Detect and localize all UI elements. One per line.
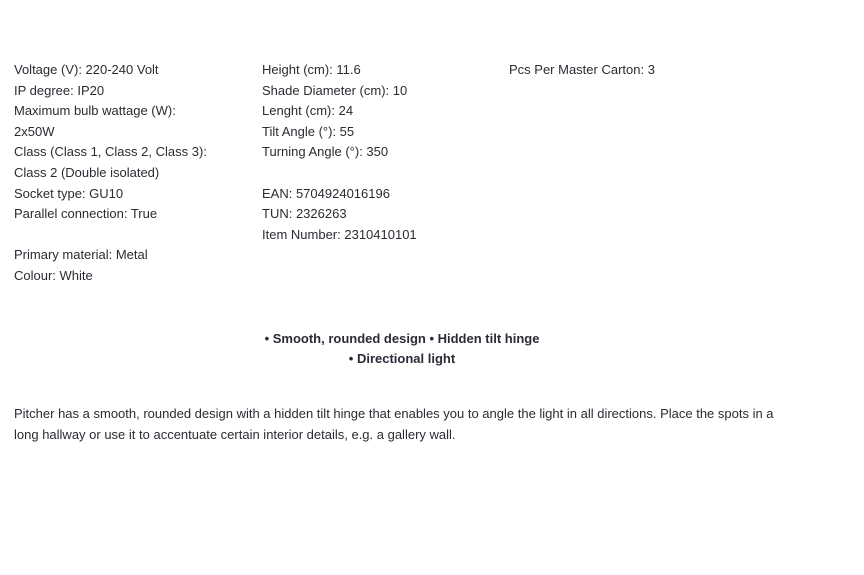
specs-column-dimensions (262, 60, 497, 245)
spec-ip-degree: IP degree: IP20 (14, 82, 105, 98)
spec-max-bulb-wattage-label: Maximum bulb wattage (W): (14, 103, 176, 119)
spacer (14, 225, 249, 246)
spec-colour: Colour: White (14, 267, 93, 283)
spec-class-value: Class 2 (Double isolated) (14, 164, 160, 180)
spec-shade-diameter: Shade Diameter (cm): 10 (262, 82, 408, 98)
spec-item-number: Item Number: 2310410101 (262, 226, 417, 242)
spec-primary-material: Primary material: Metal (14, 247, 148, 263)
spec-socket-type: Socket type: GU10 (14, 185, 124, 201)
spec-max-bulb-wattage-value: 2x50W (14, 123, 55, 139)
spec-height: Height (cm): 11.6 (262, 62, 361, 77)
specs-column-packaging (509, 60, 809, 81)
spec-tun: TUN: 2326263 (262, 206, 347, 222)
spec-pcs-per-master-carton: Pcs Per Master Carton: 3 (509, 62, 655, 77)
spec-ean: EAN: 5704924016196 (262, 185, 390, 201)
spec-turning-angle: Turning Angle (°): 350 (262, 144, 389, 160)
feature-line-1: • Smooth, rounded design • Hidden tilt hinge (264, 331, 540, 346)
spec-tilt-angle: Tilt Angle (°): 55 (262, 123, 355, 139)
spacer (262, 163, 497, 184)
spec-class-label: Class (Class 1, Class 2, Class 3): (14, 144, 207, 160)
spec-voltage: Voltage (V): 220-240 Volt (14, 62, 159, 77)
product-description: Pitcher has a smooth, rounded design with a hidden tilt hinge that enables you to angle the light in all directions. Place the spots in a long hallway or use it to accentuate certain interior details, e.g. a gallery wall. (14, 406, 774, 442)
spec-length: Lenght (cm): 24 (262, 103, 354, 119)
specs-column-electrical (14, 60, 249, 287)
feature-bullets (0, 329, 804, 369)
spec-parallel-connection: Parallel connection: True (14, 206, 158, 222)
feature-line-2: • Directional light (348, 351, 456, 366)
